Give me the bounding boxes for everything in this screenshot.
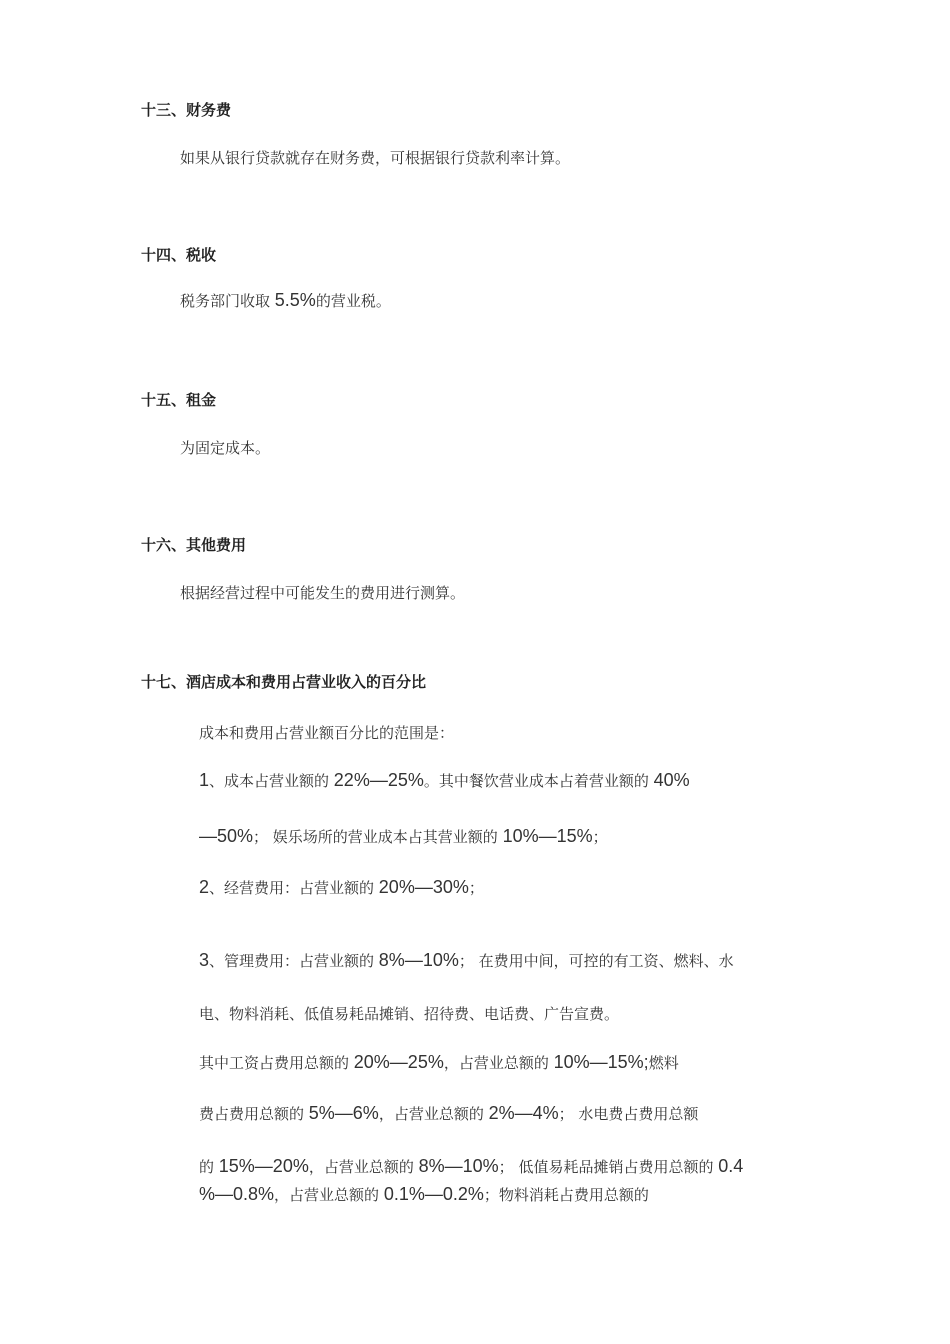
text-run: 20%—25% (353, 1052, 444, 1072)
text-run: ； 在费用中间，可控的有工资、燃料、水 (458, 952, 734, 970)
text-run: ； 水电费占费用总额 (558, 1105, 699, 1123)
section-17-intro: 成本和费用占营业额百分比的范围是： (199, 724, 455, 742)
text-run: 10%—15% (502, 826, 593, 846)
tax-rate: 5.5% (274, 290, 316, 310)
section-15-body: 为固定成本。 (180, 439, 271, 457)
text-run: 8%—10% (378, 950, 459, 970)
text-run: —50% (199, 826, 254, 846)
section-14-body (180, 290, 391, 311)
text-run: 22%—25% (333, 770, 424, 790)
text-run: 、管理费用：占营业额的 (209, 952, 379, 970)
section-17-line-6 (199, 1052, 679, 1073)
section-17-line-3 (199, 877, 484, 898)
text-run: 的营业税。 (315, 292, 391, 310)
section-17-line-4 (199, 950, 734, 971)
text-run: 8%—10% (418, 1156, 499, 1176)
section-16-heading: 十六、其他费用 (141, 536, 247, 554)
section-14-heading: 十四、税收 (141, 246, 217, 264)
text-run: ；物料消耗占费用总额的 (483, 1186, 649, 1204)
section-17-line-2 (199, 826, 608, 847)
section-17-heading: 十七、酒店成本和费用占营业收入的百分比 (141, 673, 427, 691)
text-run: 其中工资占费用总额的 (199, 1054, 354, 1072)
section-17-line-8 (199, 1156, 743, 1177)
text-run: 、成本占营业额的 (209, 772, 334, 790)
text-run: ，占营业总额的 (378, 1105, 489, 1123)
text-run: 20%—30% (378, 877, 469, 897)
text-run: ； 低值易耗品摊销占费用总额的 (498, 1158, 719, 1176)
text-run: 2%—4% (488, 1103, 559, 1123)
text-run: 15%—20% (218, 1156, 309, 1176)
text-run: 5%—6% (308, 1103, 379, 1123)
text-run: 费占费用总额的 (199, 1105, 309, 1123)
text-run: ，占营业总额的 (443, 1054, 554, 1072)
text-run: 3 (199, 950, 210, 970)
section-13-heading: 十三、财务费 (141, 101, 232, 119)
section-13-body: 如果从银行贷款就存在财务费，可根据银行贷款利率计算。 (180, 149, 571, 167)
text-run: 2 (199, 877, 210, 897)
text-run: ； 娱乐场所的营业成本占其营业额的 (253, 828, 503, 846)
text-run: 燃料 (648, 1054, 679, 1072)
text-run: 10%—15%; (553, 1052, 649, 1072)
section-16-body: 根据经营过程中可能发生的费用进行测算。 (180, 584, 466, 602)
section-17-line-5: 电、物料消耗、低值易耗品摊销、招待费、电话费、广告宣费。 (199, 1005, 620, 1023)
section-17-line-7 (199, 1103, 698, 1124)
section-17-line-1 (199, 770, 690, 791)
text-run: ； (468, 879, 484, 897)
text-run: 0.4 (718, 1156, 744, 1176)
text-run: 0.1%—0.2% (383, 1184, 484, 1204)
text-run: ，占营业总额的 (308, 1158, 419, 1176)
text-run: 。其中餐饮营业成本占着营业额的 (423, 772, 654, 790)
text-run: 税务部门收取 (180, 292, 275, 310)
text-run: 40% (653, 770, 690, 790)
text-run: 、经营费用：占营业额的 (209, 879, 379, 897)
text-run: 的 (199, 1158, 219, 1176)
text-run: 1 (199, 770, 210, 790)
text-run: ； (592, 828, 608, 846)
text-run: %—0.8% (199, 1184, 275, 1204)
section-17-line-9 (199, 1184, 649, 1205)
section-15-heading: 十五、租金 (141, 391, 217, 409)
text-run: ，占营业总额的 (274, 1186, 384, 1204)
